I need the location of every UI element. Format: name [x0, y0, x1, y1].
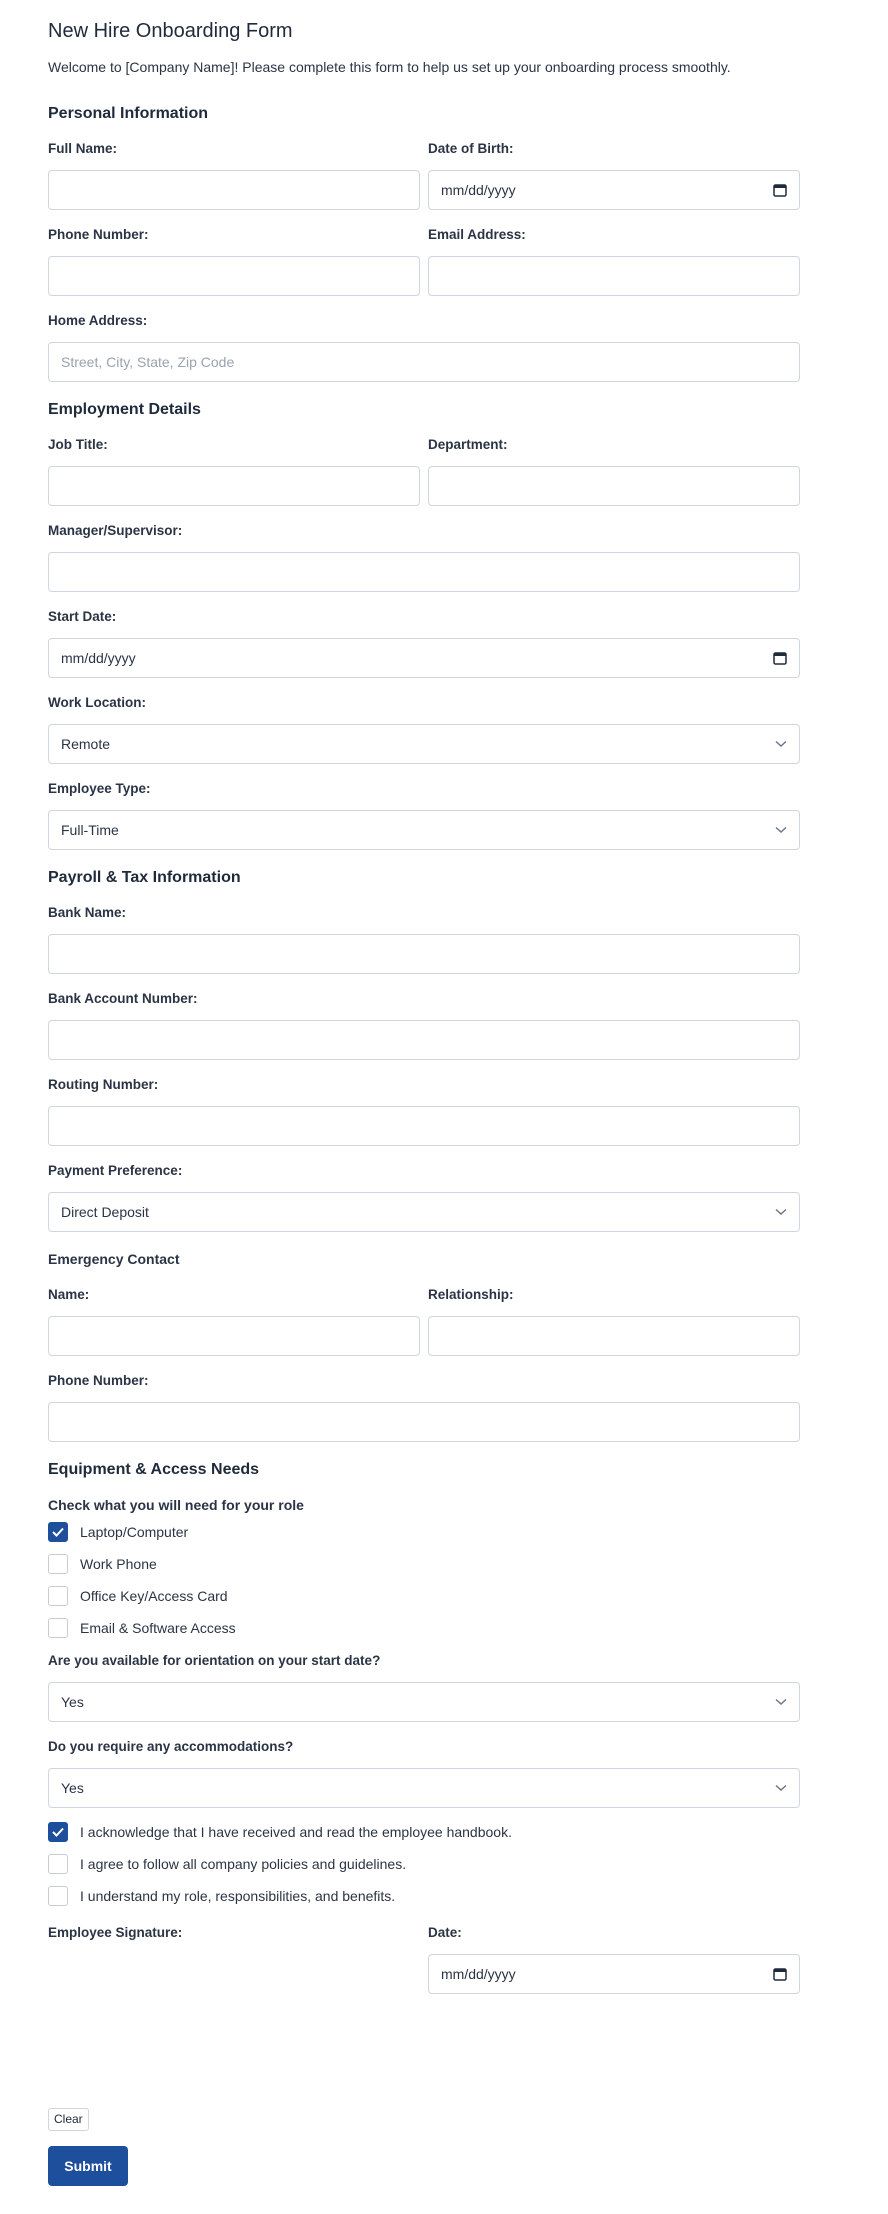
orientation-label: Are you available for orientation on your start date? — [48, 1653, 381, 1668]
equipment-item-email-software[interactable] — [48, 1612, 800, 1644]
employee-type-value: Full-Time — [61, 822, 119, 838]
ack-label: I understand my role, responsibilities, and benefits. — [80, 1888, 396, 1904]
equipment-item-work-phone[interactable] — [48, 1548, 800, 1580]
routing-number-input[interactable] — [48, 1106, 800, 1146]
manager-label: Manager/Supervisor: — [48, 523, 183, 538]
equipment-item-laptop[interactable] — [48, 1516, 800, 1548]
checkbox-checked[interactable] — [48, 1822, 68, 1842]
start-date-placeholder: mm/dd/yyyy — [61, 650, 136, 666]
signature-pad[interactable] — [48, 1954, 420, 1994]
equipment-item-label: Work Phone — [80, 1556, 157, 1572]
job-title-input[interactable] — [48, 466, 420, 506]
ack-role[interactable] — [48, 1880, 800, 1912]
bank-name-label: Bank Name: — [48, 905, 127, 920]
intro-text: Welcome to [Company Name]! Please complete this form to help us set up your onboarding process smoothly. — [48, 59, 731, 75]
account-number-label: Bank Account Number: — [48, 991, 198, 1006]
email-label: Email Address: — [428, 227, 526, 242]
signature-date-label: Date: — [428, 1925, 462, 1940]
work-location-select[interactable] — [48, 724, 800, 764]
signature-label: Employee Signature: — [48, 1925, 183, 1940]
accommodations-label: Do you require any accommodations? — [48, 1739, 294, 1754]
employee-type-label: Employee Type: — [48, 781, 151, 796]
account-number-input[interactable] — [48, 1020, 800, 1060]
orientation-select[interactable] — [48, 1682, 800, 1722]
checkbox-unchecked[interactable] — [48, 1618, 68, 1638]
equipment-checklist — [48, 1516, 800, 1644]
checkbox-unchecked[interactable] — [48, 1586, 68, 1606]
chevron-down-icon — [775, 1784, 787, 1792]
address-input[interactable] — [48, 342, 800, 382]
phone-input[interactable] — [48, 256, 420, 296]
emergency-contact-heading: Emergency Contact — [48, 1251, 180, 1267]
checkbox-unchecked[interactable] — [48, 1886, 68, 1906]
bank-name-input[interactable] — [48, 934, 800, 974]
start-date-input[interactable] — [48, 638, 800, 678]
email-input[interactable] — [428, 256, 800, 296]
equipment-item-label: Email & Software Access — [80, 1620, 236, 1636]
work-location-value: Remote — [61, 736, 111, 752]
emergency-name-label: Name: — [48, 1287, 90, 1302]
accommodations-value: Yes — [61, 1780, 84, 1796]
payment-preference-label: Payment Preference: — [48, 1163, 183, 1178]
orientation-value: Yes — [61, 1694, 84, 1710]
chevron-down-icon — [775, 1698, 787, 1706]
payment-preference-select[interactable] — [48, 1192, 800, 1232]
section-payroll-heading: Payroll & Tax Information — [48, 869, 241, 886]
chevron-down-icon — [775, 1208, 787, 1216]
chevron-down-icon — [775, 740, 787, 748]
section-personal-heading: Personal Information — [48, 105, 209, 122]
checkbox-unchecked[interactable] — [48, 1554, 68, 1574]
ack-label: I acknowledge that I have received and read the employee handbook. — [80, 1824, 512, 1840]
dob-placeholder: mm/dd/yyyy — [441, 182, 516, 198]
emergency-name-input[interactable] — [48, 1316, 420, 1356]
checkbox-checked[interactable] — [48, 1522, 68, 1542]
full-name-input[interactable] — [48, 170, 420, 210]
department-input[interactable] — [428, 466, 800, 506]
manager-input[interactable] — [48, 552, 800, 592]
equipment-item-label: Office Key/Access Card — [80, 1588, 228, 1604]
full-name-label: Full Name: — [48, 141, 118, 156]
acknowledgement-checklist — [48, 1816, 800, 1912]
ack-label: I agree to follow all company policies and guidelines. — [80, 1856, 407, 1872]
calendar-icon[interactable] — [773, 1967, 787, 1981]
chevron-down-icon — [775, 826, 787, 834]
signature-date-input[interactable] — [428, 1954, 800, 1994]
job-title-label: Job Title: — [48, 437, 108, 452]
employee-type-select[interactable] — [48, 810, 800, 850]
equipment-prompt: Check what you will need for your role — [48, 1497, 304, 1513]
relationship-input[interactable] — [428, 1316, 800, 1356]
address-label: Home Address: — [48, 313, 148, 328]
work-location-label: Work Location: — [48, 695, 147, 710]
checkbox-unchecked[interactable] — [48, 1854, 68, 1874]
relationship-label: Relationship: — [428, 1287, 514, 1302]
payment-preference-value: Direct Deposit — [61, 1204, 149, 1220]
emergency-phone-input[interactable] — [48, 1402, 800, 1442]
section-equipment-heading: Equipment & Access Needs — [48, 1461, 260, 1478]
address-placeholder: Street, City, State, Zip Code — [61, 354, 235, 370]
submit-button[interactable]: Submit — [48, 2146, 128, 2186]
section-employment-heading: Employment Details — [48, 401, 201, 418]
start-date-label: Start Date: — [48, 609, 117, 624]
calendar-icon[interactable] — [773, 183, 787, 197]
department-label: Department: — [428, 437, 508, 452]
equipment-item-office-key[interactable] — [48, 1580, 800, 1612]
calendar-icon[interactable] — [773, 651, 787, 665]
emergency-phone-label: Phone Number: — [48, 1373, 149, 1388]
page-title: New Hire Onboarding Form — [48, 20, 293, 42]
dob-label: Date of Birth: — [428, 141, 514, 156]
dob-input[interactable] — [428, 170, 800, 210]
clear-button[interactable]: Clear — [48, 2108, 89, 2131]
ack-policies[interactable] — [48, 1848, 800, 1880]
equipment-item-label: Laptop/Computer — [80, 1524, 189, 1540]
ack-handbook[interactable] — [48, 1816, 800, 1848]
routing-number-label: Routing Number: — [48, 1077, 159, 1092]
accommodations-select[interactable] — [48, 1768, 800, 1808]
signature-date-placeholder: mm/dd/yyyy — [441, 1966, 516, 1982]
phone-label: Phone Number: — [48, 227, 149, 242]
